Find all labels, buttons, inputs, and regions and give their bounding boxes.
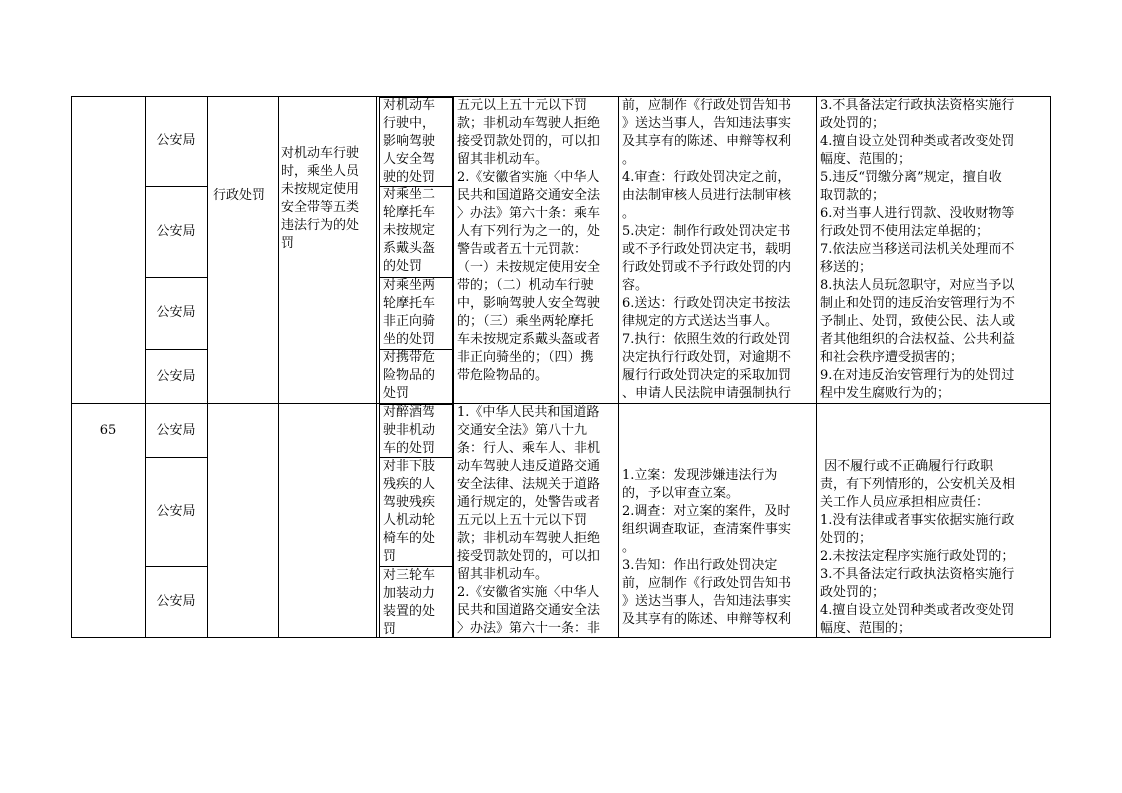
- text-line: 。: [622, 206, 636, 221]
- legal-basis-cell: [457, 97, 600, 385]
- process-cell: [622, 97, 791, 403]
- legal-basis-cell: [457, 404, 600, 638]
- text-line: 决定执行行政处罚，对逾期不: [622, 350, 792, 365]
- org-row-line: [145, 457, 207, 458]
- text-line: 款；非机动车驾驶人拒绝: [457, 116, 601, 131]
- text-line: 及其享有的陈述、申辩等权利: [622, 612, 792, 627]
- text-line: 律规定的方式送达当事人。: [622, 314, 779, 329]
- text-line: 由法制审核人员进行法制审核: [622, 188, 792, 203]
- text-line: 中，影响驾驶人安全驾驶: [457, 296, 601, 311]
- col-line: [71, 96, 72, 638]
- text-line: 责，有下列情形的，公安机关及相: [820, 477, 1016, 492]
- text-line: 轮摩托车: [383, 205, 436, 220]
- text-line: 行驶中，: [383, 116, 436, 131]
- sub-item-cell: [383, 404, 435, 458]
- text-line: 交通安全法》第八十九: [457, 423, 588, 438]
- text-line: 取罚款的；: [820, 188, 886, 203]
- text-line: 车未按规定系戴头盔或者: [457, 332, 601, 347]
- col-line: [278, 96, 279, 638]
- text-line: 4.擅自设立处罚种类或者改变处罚: [820, 603, 1015, 618]
- col-line: [453, 96, 454, 638]
- text-line: 款；非机动车驾驶人拒绝: [457, 531, 601, 546]
- text-line: 驶非机动: [383, 423, 436, 438]
- col-line: [1050, 96, 1051, 638]
- text-line: 对机动车: [383, 98, 436, 113]
- text-line: 民共和国道路交通安全法: [457, 603, 601, 618]
- org-row-line: [145, 349, 207, 350]
- text-line: 警告或者五十元罚款：: [457, 242, 588, 257]
- text-line: 处罚的；: [820, 531, 873, 546]
- text-line: 的，予以审查立案。: [622, 486, 740, 501]
- text-line: 1.没有法律或者事实依据实施行政: [820, 513, 1015, 528]
- text-line: 的处罚: [383, 259, 423, 274]
- text-line: 》送达当事人，告知违法事实: [622, 594, 792, 609]
- text-line: 前，应制作《行政处罚告知书: [622, 98, 792, 113]
- text-line: 3.不具备法定行政执法资格实施行: [820, 567, 1015, 582]
- text-line: 对乘坐二: [383, 187, 436, 202]
- text-line: 程中发生腐败行为的；: [820, 386, 951, 401]
- org-cell: 公安局: [156, 594, 196, 609]
- text-line: 行政处罚不使用法定单据的；: [820, 224, 990, 239]
- text-line: 动车驾驶人违反道路交通: [457, 459, 601, 474]
- text-line: 轮摩托车: [383, 296, 436, 311]
- text-line: 非正向骑: [383, 314, 436, 329]
- text-line: 未按规定使用: [281, 182, 360, 197]
- sub-item-cell: [383, 349, 435, 403]
- text-line: 〉办法》第六十一条：非: [457, 621, 601, 636]
- text-line: 或不予行政处罚决定书，载明: [622, 242, 792, 257]
- process-cell: [622, 467, 791, 629]
- text-line: 6.送达：行政处罚决定书按法: [622, 296, 791, 311]
- text-line: 带危险物品的。: [457, 368, 549, 383]
- org-cell: 公安局: [156, 369, 196, 384]
- org-cell: 公安局: [156, 133, 196, 148]
- text-line: 坐的处罚: [383, 332, 436, 347]
- text-line: 罚: [383, 622, 397, 637]
- text-line: 驾驶残疾: [383, 495, 436, 510]
- text-line: 留其非机动车。: [457, 567, 549, 582]
- text-line: 关工作人员应承担相应责任：: [820, 495, 990, 510]
- text-line: 罚: [383, 549, 397, 564]
- text-line: 安全法律、法规关于道路: [457, 477, 601, 492]
- text-line: 人安全驾: [383, 152, 436, 167]
- text-line: 4.审查：行政处罚决定之前，: [622, 170, 791, 185]
- text-line: 车的处罚: [383, 441, 436, 456]
- org-cell: 公安局: [156, 224, 196, 239]
- text-line: 罚: [281, 236, 295, 251]
- text-line: 前，应制作《行政处罚告知书: [622, 576, 792, 591]
- text-line: 带的；（二）机动车行驶: [457, 278, 594, 293]
- responsibility-cell: [820, 97, 1015, 403]
- col-line: [145, 96, 146, 638]
- text-line: 8.执法人员玩忽职守，对应当予以: [820, 278, 1015, 293]
- text-line: 留其非机动车。: [457, 152, 549, 167]
- text-line: 5.违反“罚缴分离”规定，擅自收: [820, 170, 1002, 185]
- text-line: 未按规定: [383, 223, 436, 238]
- sub-item-cell: [383, 277, 435, 349]
- text-line: 3.告知：作出行政处罚决定: [622, 558, 778, 573]
- col-line: [816, 96, 817, 638]
- text-line: 2.《安徽省实施〈中华人: [457, 585, 600, 600]
- responsibility-cell: [820, 458, 1015, 638]
- text-line: 时，乘坐人员: [281, 164, 360, 179]
- text-line: 接受罚款处罚的，可以扣: [457, 134, 601, 149]
- text-line: 履行行政处罚决定的采取加罚: [622, 368, 792, 383]
- text-line: 4.擅自设立处罚种类或者改变处罚: [820, 134, 1015, 149]
- text-line: 险物品的: [383, 368, 436, 383]
- text-line: 政处罚的；: [820, 585, 886, 600]
- text-line: 对醉酒驾: [383, 405, 436, 420]
- text-line: 通行规定的，处警告或者: [457, 495, 601, 510]
- text-line: 和社会秩序遭受损害的；: [820, 350, 964, 365]
- text-line: 五元以上五十元以下罚: [457, 98, 588, 113]
- org-cell: 公安局: [156, 504, 196, 519]
- text-line: 接受罚款处罚的，可以扣: [457, 549, 601, 564]
- text-line: 违法行为的处: [281, 218, 360, 233]
- text-line: 7.依法应当移送司法机关处理而不: [820, 242, 1015, 257]
- text-line: 民共和国道路交通安全法: [457, 188, 601, 203]
- text-line: 幅度、范围的；: [820, 152, 912, 167]
- text-line: 残疾的人: [383, 477, 436, 492]
- text-line: 9.在对违反治安管理行为的处罚过: [820, 368, 1015, 383]
- text-line: 安全带等五类: [281, 200, 360, 215]
- text-line: 〉办法》第六十条：乘车: [457, 206, 601, 221]
- org-row-line: [145, 277, 207, 278]
- text-line: 处罚: [383, 386, 410, 401]
- text-line: 加装动力: [383, 586, 436, 601]
- category-cell: 行政处罚: [213, 188, 266, 203]
- text-line: （一）未按规定使用安全: [457, 260, 601, 275]
- text-line: 2.《安徽省实施〈中华人: [457, 170, 600, 185]
- text-line: 及其享有的陈述、申辩等权利: [622, 134, 792, 149]
- text-line: 对三轮车: [383, 568, 436, 583]
- text-line: 1.立案：发现涉嫌违法行为: [622, 468, 778, 483]
- text-line: 予制止、处罚，致使公民、法人或: [820, 314, 1016, 329]
- text-line: 。: [622, 540, 636, 555]
- text-line: 行政处罚或不予行政处罚的内: [622, 260, 792, 275]
- sub-item-cell: [383, 458, 435, 566]
- text-line: 因不履行或不正确履行行政职: [820, 459, 994, 474]
- text-line: 制止和处罚的违反治安管理行为不: [820, 296, 1016, 311]
- text-line: 、申请人民法院申请强制执行: [622, 386, 792, 401]
- text-line: 非正向骑坐的；（四）携: [457, 350, 594, 365]
- org-cell: 公安局: [156, 423, 196, 438]
- text-line: 1.《中华人民共和国道路: [457, 405, 600, 420]
- text-line: 条：行人、乘车人、非机: [457, 441, 601, 456]
- text-line: 人机动轮: [383, 513, 436, 528]
- sub-item-cell: [383, 186, 435, 276]
- org-row-line: [145, 566, 207, 567]
- text-line: 的；（三）乘坐两轮摩托: [457, 314, 594, 329]
- text-line: 驶的处罚: [383, 170, 436, 185]
- text-line: 装置的处: [383, 604, 436, 619]
- col-line: [618, 96, 619, 638]
- org-cell: 公安局: [156, 305, 196, 320]
- text-line: 3.不具备法定行政执法资格实施行: [820, 98, 1015, 113]
- text-line: 对机动车行驶: [281, 146, 360, 161]
- text-line: 五元以上五十元以下罚: [457, 513, 588, 528]
- col-line: [376, 96, 377, 638]
- row-number: 65: [99, 423, 117, 438]
- text-line: 人有下列行为之一的，处: [457, 224, 601, 239]
- item-name-cell: [281, 145, 359, 253]
- text-line: 对携带危: [383, 350, 436, 365]
- text-line: 椅车的处: [383, 531, 436, 546]
- text-line: 6.对当事人进行罚款、没收财物等: [820, 206, 1015, 221]
- text-line: 2.未按法定程序实施行政处罚的；: [820, 549, 1015, 564]
- text-line: 幅度、范围的；: [820, 621, 912, 636]
- col-line: [207, 96, 208, 638]
- text-line: 》送达当事人，告知违法事实: [622, 116, 792, 131]
- text-line: 2.调查：对立案的案件，及时: [622, 504, 791, 519]
- text-line: 者其他组织的合法权益、公共利益: [820, 332, 1016, 347]
- text-line: 系戴头盔: [383, 241, 436, 256]
- text-line: 对非下肢: [383, 459, 436, 474]
- text-line: 政处罚的；: [820, 116, 886, 131]
- text-line: 移送的；: [820, 260, 873, 275]
- text-line: 7.执行：依照生效的行政处罚: [622, 332, 791, 347]
- org-row-line: [145, 186, 207, 187]
- text-line: 影响驾驶: [383, 134, 436, 149]
- sub-item-cell: [383, 567, 435, 639]
- text-line: 。: [622, 152, 636, 167]
- text-line: 组织调查取证，查清案件事实: [622, 522, 792, 537]
- text-line: 对乘坐两: [383, 278, 436, 293]
- sub-item-cell: [383, 97, 435, 187]
- text-line: 容。: [622, 278, 649, 293]
- text-line: 5.决定：制作行政处罚决定书: [622, 224, 791, 239]
